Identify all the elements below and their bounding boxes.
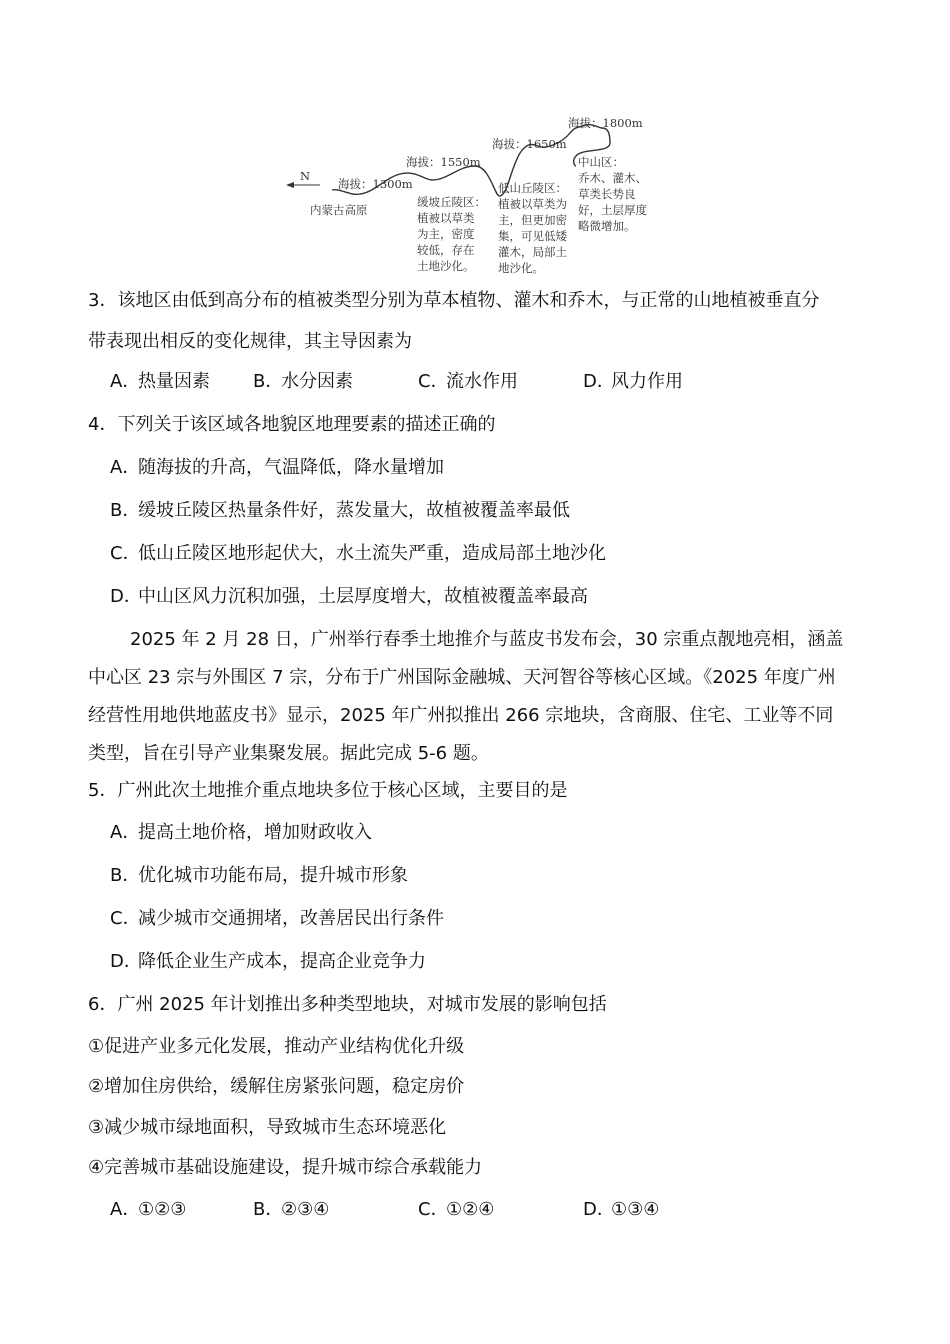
q5-option-d[interactable]: D．降低企业生产成本，提高企业竞争力 — [110, 951, 426, 972]
q6-statement-2: ②增加住房供给，缓解住房紧张问题，稳定房价 — [88, 1076, 465, 1097]
q4-option-b[interactable]: B．缓坡丘陵区热量条件好，蒸发量大，故植被覆盖率最低 — [110, 500, 570, 521]
q5-option-a[interactable]: A．提高土地价格，增加财政收入 — [110, 822, 372, 843]
elevation-label-1300: 海拔：1300m — [338, 177, 413, 191]
zone-mid-mountain-note — [578, 155, 647, 233]
svg-text:土地沙化。: 土地沙化。 — [417, 259, 475, 273]
svg-text:低山丘陵区：: 低山丘陵区： — [498, 181, 567, 195]
svg-text:缓坡丘陵区：: 缓坡丘陵区： — [417, 195, 486, 209]
q3-option-a[interactable]: A．热量因素 — [110, 371, 210, 392]
q4-option-c[interactable]: C．低山丘陵区地形起伏大，水土流失严重，造成局部土地沙化 — [110, 543, 606, 564]
north-arrowhead-icon — [286, 182, 294, 188]
q6-stem: 6．广州 2025 年计划推出多种类型地块，对城市发展的影响包括 — [88, 994, 607, 1015]
north-label: N — [300, 169, 311, 183]
svg-text:集，可见低矮: 集，可见低矮 — [498, 229, 567, 243]
q4-stem: 4．下列关于该区域各地貌区地理要素的描述正确的 — [88, 414, 496, 435]
terrain-profile-diagram — [280, 108, 680, 278]
q6-statement-4: ④完善城市基础设施建设，提升城市综合承载能力 — [88, 1157, 483, 1178]
elevation-label-1550: 海拔：1550m — [406, 155, 481, 169]
svg-text:地沙化。: 地沙化。 — [498, 261, 544, 275]
svg-text:灌木，局部土: 灌木，局部土 — [498, 245, 567, 259]
q6-statement-1: ①促进产业多元化发展，推动产业结构优化升级 — [88, 1036, 465, 1057]
q3-option-c[interactable]: C．流水作用 — [418, 371, 518, 392]
passage-line-4: 类型，旨在引导产业集聚发展。据此完成 5-6 题。 — [88, 743, 489, 764]
q5-option-b[interactable]: B．优化城市功能布局，提升城市形象 — [110, 865, 408, 886]
svg-text:为主，密度: 为主，密度 — [417, 227, 475, 241]
q6-option-d[interactable]: D．①③④ — [583, 1199, 660, 1220]
svg-text:主，但更加密: 主，但更加密 — [498, 213, 567, 227]
svg-text:较低，存在: 较低，存在 — [417, 243, 475, 257]
svg-text:乔木、灌木、: 乔木、灌木、 — [578, 171, 647, 185]
elevation-label-1800: 海拔：1800m — [568, 116, 643, 130]
zone-low-hills-note — [498, 181, 567, 275]
svg-text:草类长势良: 草类长势良 — [578, 187, 636, 201]
q4-option-d[interactable]: D．中山区风力沉积加强，土层厚度增大，故植被覆盖率最高 — [110, 586, 588, 607]
svg-text:略微增加。: 略微增加。 — [578, 219, 636, 233]
q3-stem-line1: 3．该地区由低到高分布的植被类型分别为草本植物、灌木和乔木，与正常的山地植被垂直分 — [88, 290, 820, 311]
svg-text:植被以草类: 植被以草类 — [417, 211, 475, 225]
q6-option-c[interactable]: C．①②④ — [418, 1199, 495, 1220]
passage-line-1: 2025 年 2 月 28 日，广州举行春季土地推介与蓝皮书发布会，30 宗重点靓地亮相，涵盖 — [130, 629, 844, 650]
elevation-label-1650: 海拔：1650m — [492, 137, 567, 151]
q6-statement-3: ③减少城市绿地面积，导致城市生态环境恶化 — [88, 1117, 447, 1138]
q5-option-c[interactable]: C．减少城市交通拥堵，改善居民出行条件 — [110, 908, 444, 929]
q3-option-b[interactable]: B．水分因素 — [253, 371, 353, 392]
q4-option-a[interactable]: A．随海拔的升高，气温降低，降水量增加 — [110, 457, 444, 478]
q3-stem-line2: 带表现出相反的变化规律，其主导因素为 — [88, 331, 412, 352]
zone-gentle-hills-note — [417, 195, 486, 273]
passage-line-3: 经营性用地供地蓝皮书》显示，2025 年广州拟推出 266 宗地块，含商服、住宅、工业等不同 — [88, 705, 834, 726]
svg-text:植被以草类为: 植被以草类为 — [498, 197, 567, 211]
q6-option-b[interactable]: B．②③④ — [253, 1199, 330, 1220]
svg-text:中山区：: 中山区： — [578, 155, 624, 169]
q5-stem: 5．广州此次土地推介重点地块多位于核心区域，主要目的是 — [88, 780, 568, 801]
q3-option-d[interactable]: D．风力作用 — [583, 371, 683, 392]
svg-text:好，土层厚度: 好，土层厚度 — [578, 203, 647, 217]
passage-line-2: 中心区 23 宗与外围区 7 宗，分布于广州国际金融城、天河智谷等核心区域。《2025 年度广州 — [88, 667, 836, 688]
region-label: 内蒙古高原 — [310, 203, 368, 217]
q6-option-a[interactable]: A．①②③ — [110, 1199, 187, 1220]
